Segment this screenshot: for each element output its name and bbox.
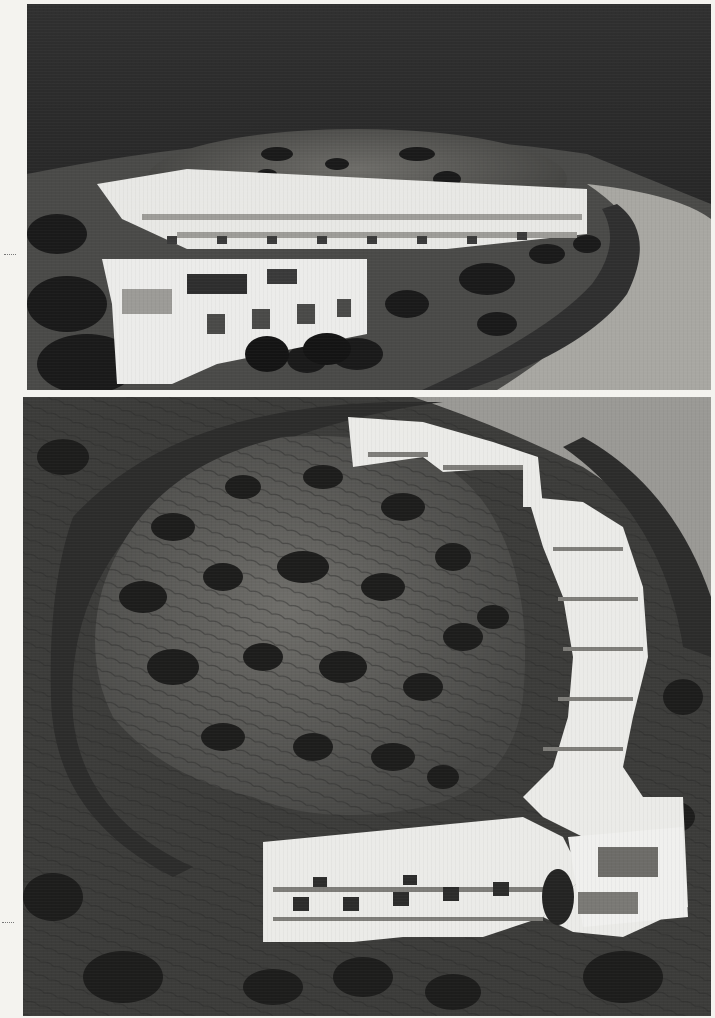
margin-mark-bottom bbox=[2, 922, 14, 927]
photo-bottom-model-plan bbox=[23, 397, 711, 1016]
photo-top-illustration bbox=[27, 4, 711, 390]
margin-mark-top bbox=[4, 254, 16, 259]
photo-top-model-aerial bbox=[27, 4, 711, 390]
photo-bottom-illustration bbox=[23, 397, 711, 1016]
